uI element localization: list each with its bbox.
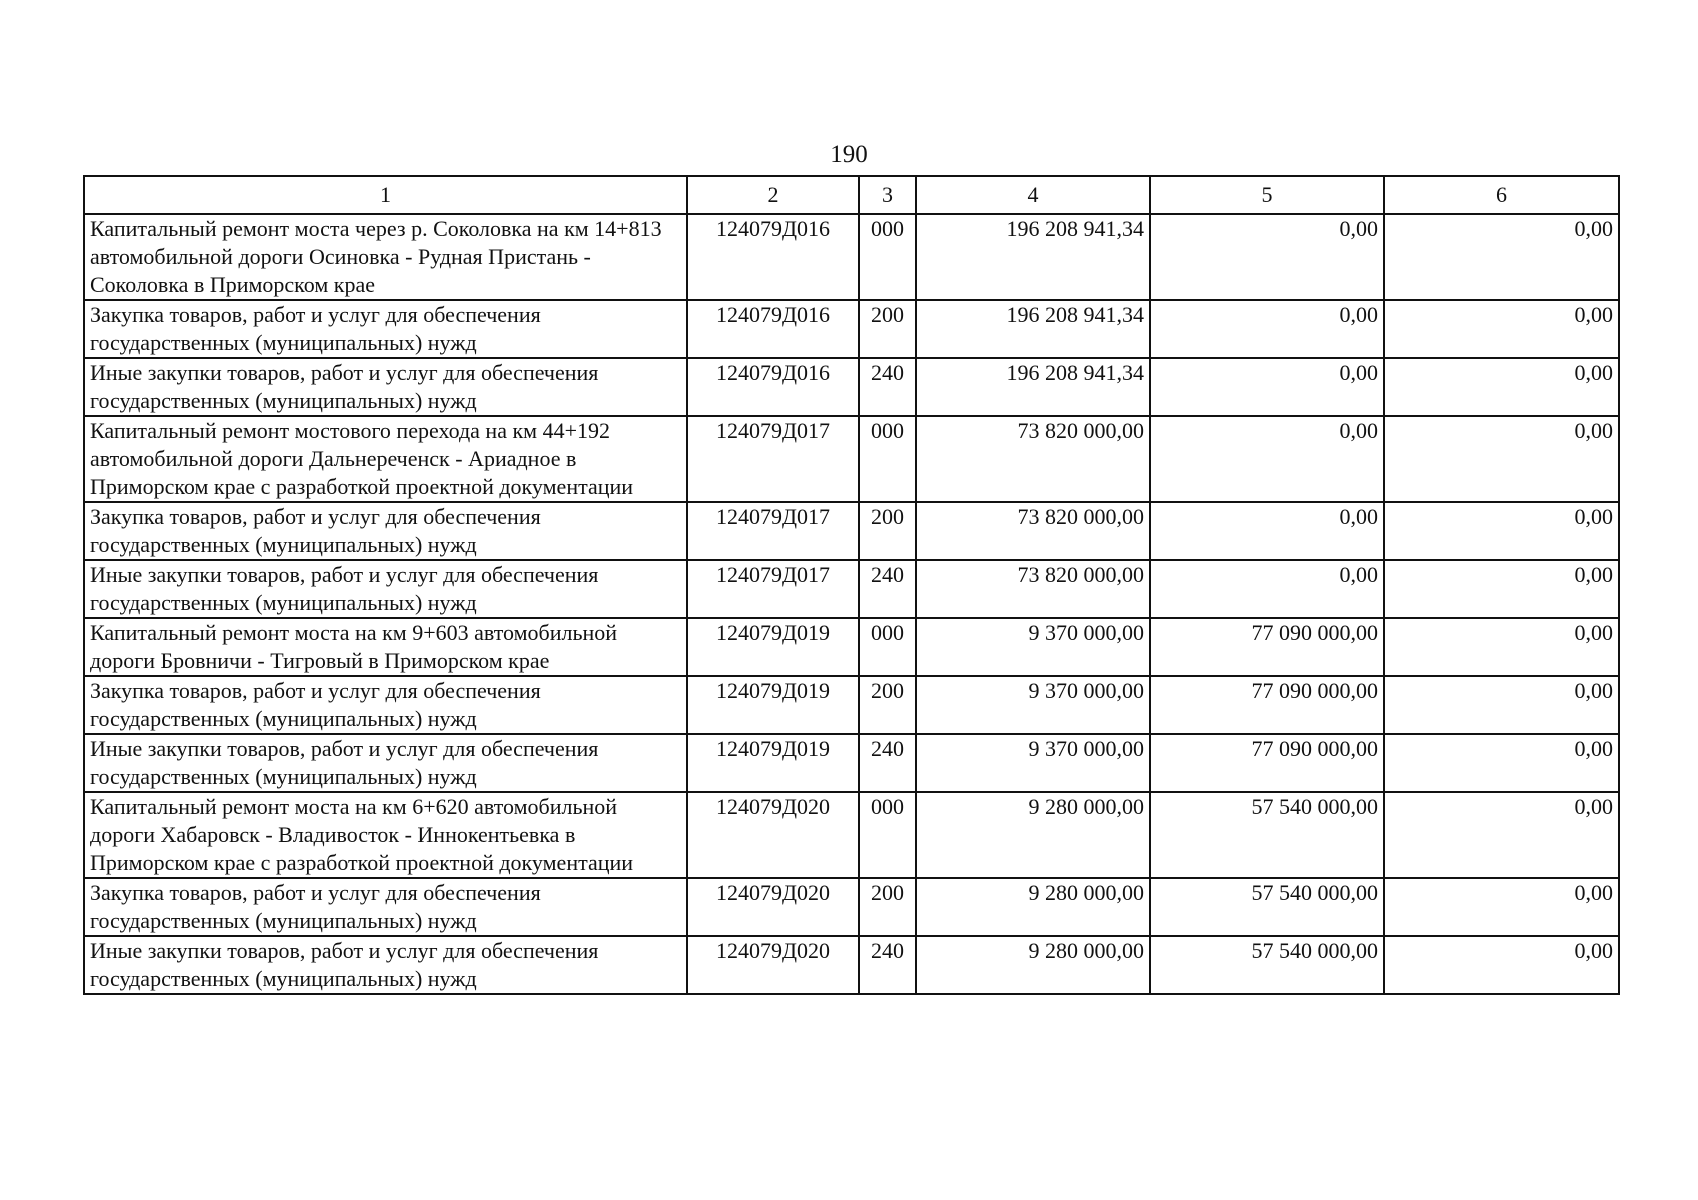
row-value-4: 73 820 000,00 xyxy=(916,560,1150,618)
row-name: Капитальный ремонт моста на км 6+620 автомобильной дороги Хабаровск - Владивосток - Иннокентьевка в Приморском крае с разработкой проектной документации xyxy=(84,792,687,878)
row-name: Закупка товаров, работ и услуг для обеспечения государственных (муниципальных) нужд xyxy=(84,300,687,358)
row-value-5: 0,00 xyxy=(1150,416,1384,502)
row-code: 124079Д020 xyxy=(687,878,859,936)
header-col-3: 3 xyxy=(859,176,916,214)
row-value-4: 9 370 000,00 xyxy=(916,734,1150,792)
row-value-4: 9 280 000,00 xyxy=(916,792,1150,878)
table-row xyxy=(84,214,1619,300)
row-type: 240 xyxy=(859,560,916,618)
row-value-4: 9 280 000,00 xyxy=(916,936,1150,994)
table-row xyxy=(84,358,1619,416)
row-value-5: 57 540 000,00 xyxy=(1150,792,1384,878)
row-value-4: 9 370 000,00 xyxy=(916,618,1150,676)
row-value-6: 0,00 xyxy=(1384,792,1619,878)
header-col-2: 2 xyxy=(687,176,859,214)
row-code: 124079Д016 xyxy=(687,300,859,358)
row-value-4: 9 370 000,00 xyxy=(916,676,1150,734)
row-value-6: 0,00 xyxy=(1384,416,1619,502)
row-value-6: 0,00 xyxy=(1384,358,1619,416)
row-value-6: 0,00 xyxy=(1384,676,1619,734)
row-code: 124079Д020 xyxy=(687,936,859,994)
row-type: 240 xyxy=(859,936,916,994)
row-value-4: 73 820 000,00 xyxy=(916,416,1150,502)
row-value-4: 196 208 941,34 xyxy=(916,214,1150,300)
row-value-5: 77 090 000,00 xyxy=(1150,676,1384,734)
row-value-5: 57 540 000,00 xyxy=(1150,936,1384,994)
row-code: 124079Д019 xyxy=(687,676,859,734)
row-type: 240 xyxy=(859,734,916,792)
row-name: Закупка товаров, работ и услуг для обеспечения государственных (муниципальных) нужд xyxy=(84,676,687,734)
row-value-6: 0,00 xyxy=(1384,878,1619,936)
row-code: 124079Д019 xyxy=(687,734,859,792)
row-value-6: 0,00 xyxy=(1384,734,1619,792)
row-value-5: 77 090 000,00 xyxy=(1150,618,1384,676)
row-code: 124079Д016 xyxy=(687,358,859,416)
row-type: 200 xyxy=(859,502,916,560)
row-value-5: 0,00 xyxy=(1150,502,1384,560)
row-type: 000 xyxy=(859,214,916,300)
row-type: 000 xyxy=(859,618,916,676)
table-row xyxy=(84,416,1619,502)
table-row xyxy=(84,560,1619,618)
row-value-4: 196 208 941,34 xyxy=(916,300,1150,358)
row-code: 124079Д020 xyxy=(687,792,859,878)
row-value-5: 77 090 000,00 xyxy=(1150,734,1384,792)
table-row xyxy=(84,792,1619,878)
header-col-4: 4 xyxy=(916,176,1150,214)
row-code: 124079Д017 xyxy=(687,416,859,502)
row-value-4: 196 208 941,34 xyxy=(916,358,1150,416)
row-value-4: 73 820 000,00 xyxy=(916,502,1150,560)
row-value-6: 0,00 xyxy=(1384,936,1619,994)
row-value-6: 0,00 xyxy=(1384,618,1619,676)
table-row xyxy=(84,618,1619,676)
row-value-5: 0,00 xyxy=(1150,358,1384,416)
row-type: 200 xyxy=(859,676,916,734)
row-name: Иные закупки товаров, работ и услуг для обеспечения государственных (муниципальных) нужд xyxy=(84,358,687,416)
row-value-5: 57 540 000,00 xyxy=(1150,878,1384,936)
row-value-6: 0,00 xyxy=(1384,502,1619,560)
row-name: Закупка товаров, работ и услуг для обеспечения государственных (муниципальных) нужд xyxy=(84,502,687,560)
table-row xyxy=(84,502,1619,560)
row-code: 124079Д017 xyxy=(687,502,859,560)
header-row xyxy=(84,176,1619,214)
row-type: 000 xyxy=(859,792,916,878)
row-value-6: 0,00 xyxy=(1384,300,1619,358)
budget-table xyxy=(83,175,1620,995)
row-code: 124079Д019 xyxy=(687,618,859,676)
row-name: Капитальный ремонт мостового перехода на км 44+192 автомобильной дороги Дальнереченск - Ариадное в Приморском крае с разработкой проектной документации xyxy=(84,416,687,502)
row-name: Иные закупки товаров, работ и услуг для обеспечения государственных (муниципальных) нужд xyxy=(84,734,687,792)
row-type: 000 xyxy=(859,416,916,502)
row-name: Закупка товаров, работ и услуг для обеспечения государственных (муниципальных) нужд xyxy=(84,878,687,936)
row-name: Капитальный ремонт моста через р. Соколовка на км 14+813 автомобильной дороги Осиновка - Рудная Пристань - Соколовка в Приморском крае xyxy=(84,214,687,300)
row-value-5: 0,00 xyxy=(1150,300,1384,358)
table-row xyxy=(84,878,1619,936)
page-number: 190 xyxy=(830,141,868,168)
row-value-5: 0,00 xyxy=(1150,214,1384,300)
row-code: 124079Д017 xyxy=(687,560,859,618)
row-code: 124079Д016 xyxy=(687,214,859,300)
header-col-6: 6 xyxy=(1384,176,1619,214)
row-name: Иные закупки товаров, работ и услуг для обеспечения государственных (муниципальных) нужд xyxy=(84,936,687,994)
table-row xyxy=(84,734,1619,792)
header-col-1: 1 xyxy=(84,176,687,214)
table-row xyxy=(84,300,1619,358)
row-value-6: 0,00 xyxy=(1384,560,1619,618)
row-name: Капитальный ремонт моста на км 9+603 автомобильной дороги Бровничи - Тигровый в Приморском крае xyxy=(84,618,687,676)
header-col-5: 5 xyxy=(1150,176,1384,214)
row-type: 200 xyxy=(859,878,916,936)
table-header xyxy=(84,176,1619,214)
table-row xyxy=(84,676,1619,734)
row-value-5: 0,00 xyxy=(1150,560,1384,618)
table-body xyxy=(84,214,1619,994)
row-value-6: 0,00 xyxy=(1384,214,1619,300)
table-row xyxy=(84,936,1619,994)
row-type: 200 xyxy=(859,300,916,358)
row-name: Иные закупки товаров, работ и услуг для обеспечения государственных (муниципальных) нужд xyxy=(84,560,687,618)
row-value-4: 9 280 000,00 xyxy=(916,878,1150,936)
row-type: 240 xyxy=(859,358,916,416)
